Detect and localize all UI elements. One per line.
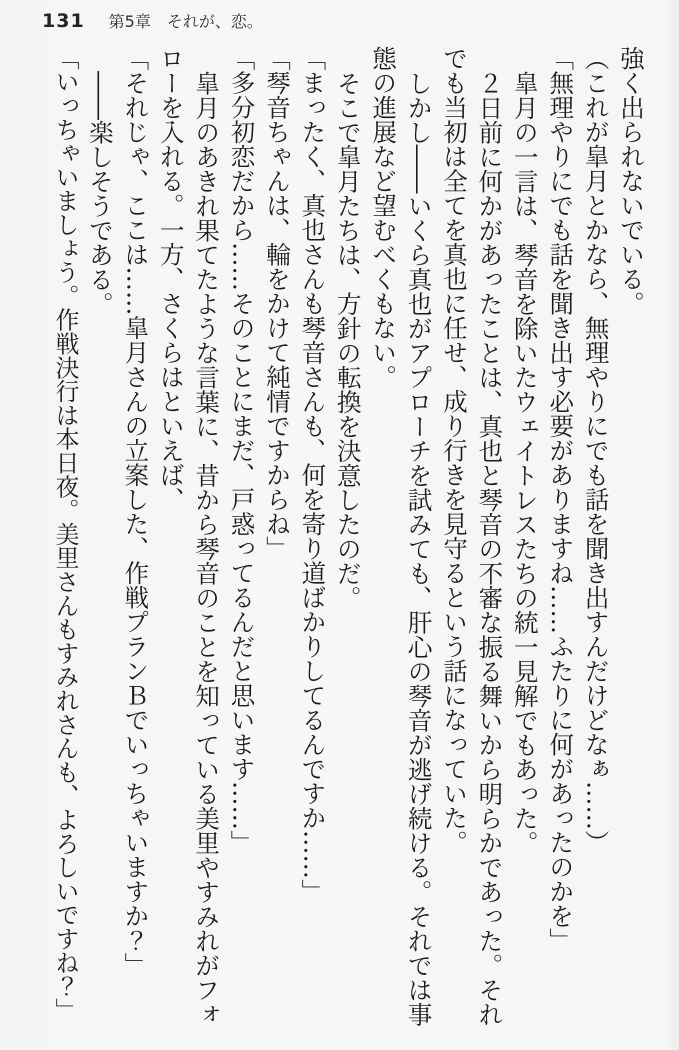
paragraph: 皐月のあきれ果てたような言葉に、昔から琴音のことを知っている美里やすみれがフォローを入れる。一方、さくらはといえば、 (156, 46, 222, 1026)
paragraph: しかし――いくら真也がアプローチを試みても、肝心の琴音が逃げ続ける。それでは事態の進展など望むべくもない。 (369, 46, 434, 1026)
paragraph: ――楽しそうである。 (85, 70, 115, 316)
paragraph: ２日前に何かがあったことは、真也と琴音の不審な振る舞いから明らかであった。それでも当初は全てを真也に任せ、成り行きを見守るという話になっていた。 (439, 46, 505, 1026)
paragraph-dialogue: 「多分初恋だから……そのことにまだ、戸惑ってるんだと思います……」 (227, 46, 257, 855)
paragraph: 強く出られないでいる。 (617, 46, 646, 316)
paragraph: そこで皐月たちは、方針の転換を決意したのだ。 (333, 70, 363, 610)
paragraph: 皐月の一言は、琴音を除いたウェイトレスたちの統一見解でもあった。 (510, 70, 540, 855)
page-number: 131 (42, 10, 85, 32)
paragraph-dialogue: 「琴音ちゃんは、輪をかけて純情ですからね」 (262, 46, 292, 561)
paragraph-dialogue: 「それじゃ、ここは……皐月さんの立案した、作戦プランＢでいっちゃいますか？」 (121, 46, 151, 977)
page-text (35, 46, 649, 1038)
page-header (42, 9, 263, 32)
paragraph-dialogue: 「まったく、真也さんも琴音さんも、何を寄り道ばかりしてるんですか……」 (298, 46, 328, 904)
chapter-title: 第5章 それが、恋。 (108, 12, 263, 31)
paragraph-dialogue: 「無理やりにでも話を聞き出す必要がありますね……ふたりに何があったのかを」 (546, 46, 576, 953)
paragraph-dialogue: 「いっちゃいましょう。作戦決行は本日夜。美里さんもすみれさんも、よろしいですね？」 (51, 46, 80, 1022)
paragraph-monologue: （これが皐月とかなら、無理やりにでも話を聞き出すんだけどなぁ……） (581, 46, 611, 855)
